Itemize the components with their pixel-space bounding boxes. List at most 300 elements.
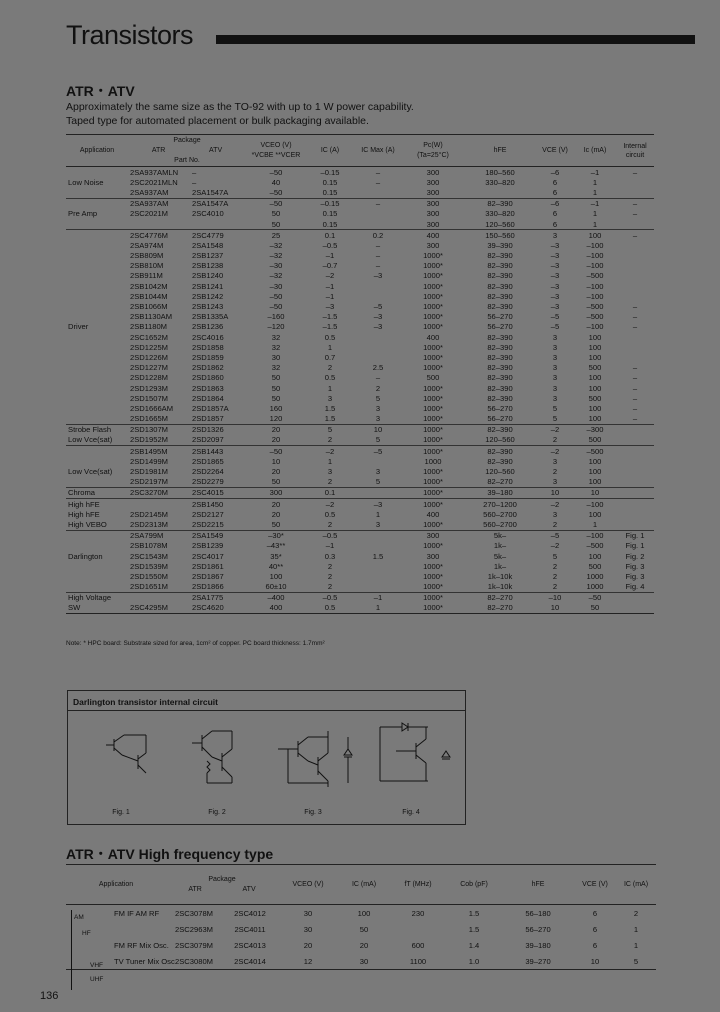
- cell-circ: [616, 342, 654, 352]
- cell-vceo: 20: [246, 499, 306, 510]
- header-ic-ma: Ic (mA): [574, 135, 616, 167]
- cell-atv: 2SB1450: [190, 499, 246, 510]
- cell-vce: 3: [552, 342, 558, 352]
- section2-heading: ATR・ATV High frequency type: [66, 846, 274, 862]
- table-row: [66, 322, 654, 332]
- cell-atv: 2SC4010: [192, 209, 224, 219]
- cell-circ: –: [632, 302, 638, 312]
- cell-icmax: [354, 281, 402, 291]
- cell-vceo: –400: [246, 592, 306, 603]
- cell-vce: 5: [552, 551, 558, 561]
- cell-icmax: –3: [373, 312, 383, 322]
- cell-ic: –0.7: [322, 261, 338, 271]
- cell-app: [66, 393, 128, 403]
- cell-circ: [616, 509, 654, 519]
- cell-app: [66, 561, 128, 571]
- cell-circ: [616, 435, 654, 446]
- cell-vce: 3: [552, 477, 558, 487]
- cell-hfe: 1k–: [493, 561, 507, 571]
- cell-atr: 2SD2145M: [130, 509, 168, 519]
- cell-ic: 2: [327, 435, 333, 445]
- cell-ic: 2: [327, 477, 333, 487]
- cell-vce: –10: [536, 592, 574, 603]
- cell-vce: 3: [552, 456, 558, 466]
- cell-atv: 2SD1857: [192, 414, 224, 424]
- cell-ima: –100: [586, 291, 604, 301]
- cell-vceo: 20: [271, 467, 281, 477]
- cell-ima: –100: [586, 322, 604, 332]
- cell-vce: –2: [536, 499, 574, 510]
- cell-circ: [616, 592, 654, 603]
- cell-hfe: 82–390: [487, 261, 513, 271]
- hf-cell-ic: 20: [359, 940, 369, 950]
- cell-vce: 3: [552, 352, 558, 362]
- cell-vceo: 20: [246, 424, 306, 435]
- table-row: [66, 499, 654, 510]
- table-row: [66, 953, 656, 970]
- cell-ima: 100: [588, 467, 602, 477]
- cell-ic: –2: [306, 499, 354, 510]
- header-ic-max: IC Max (A): [354, 135, 402, 167]
- cell-app: High hFE: [66, 499, 128, 510]
- cell-atv: 2SB1239: [192, 541, 224, 551]
- hf-cell-atv: 2SC4014: [234, 956, 266, 966]
- cell-hfe: 82–390: [487, 352, 513, 362]
- cell-app: Strobe Flash: [66, 424, 128, 435]
- cell-hfe: [464, 187, 536, 198]
- cell-ima: 100: [588, 456, 602, 466]
- cell-ic: –0.5: [306, 530, 354, 541]
- page-title: Transistors: [66, 20, 194, 50]
- cell-atv: 2SD1858: [192, 342, 224, 352]
- cell-ima: –100: [574, 499, 616, 510]
- hf-header-vce: VCE (V): [574, 865, 616, 905]
- cell-pc: 1000*: [423, 477, 443, 487]
- cell-vceo: –30*: [246, 530, 306, 541]
- hf-cell-ft: 600: [411, 940, 425, 950]
- darlington-title: Darlington transistor internal circuit: [73, 697, 218, 707]
- cell-hfe: 82–390: [487, 393, 513, 403]
- cell-pc: 1000*: [423, 519, 443, 529]
- hf-cell-app: FM RF Mix Osc.: [114, 940, 169, 950]
- cell-atv: 2SA1775: [190, 592, 246, 603]
- cell-circ: Fig. 1: [616, 530, 654, 541]
- cell-hfe: 330–820: [485, 177, 515, 187]
- cell-ima: 1: [592, 219, 598, 229]
- table-row: [66, 424, 654, 435]
- cell-ima: 500: [588, 393, 602, 403]
- cell-vceo: –50: [269, 302, 283, 312]
- table-row: [66, 230, 654, 241]
- cell-atv: 2SB1236: [192, 322, 224, 332]
- fig-1-label: Fig. 1: [112, 809, 130, 816]
- cell-icmax: –: [375, 373, 381, 383]
- cell-icmax: –5: [354, 446, 402, 457]
- cell-hfe: 180–560: [485, 167, 515, 177]
- cell-hfe: 56–270: [487, 414, 513, 424]
- cell-ic: –0.5: [306, 592, 354, 603]
- cell-ima: 100: [588, 373, 602, 383]
- cell-atr: 2SA937AMLN: [130, 167, 179, 177]
- table-row: [66, 198, 654, 209]
- cell-atr: 2SD1226M: [130, 352, 168, 362]
- cell-app: [66, 582, 128, 593]
- cell-app: SW: [68, 603, 81, 613]
- cell-circ: Fig. 3: [625, 561, 645, 571]
- cell-icmax: 3: [375, 414, 381, 424]
- cell-icmax: 3: [375, 467, 381, 477]
- table-row: [66, 383, 654, 393]
- cell-app: [66, 198, 128, 209]
- cell-pc: 1000*: [423, 571, 443, 581]
- cell-app: [66, 301, 128, 311]
- table-row: [66, 446, 654, 457]
- cell-app: High VEBO: [68, 519, 107, 529]
- cell-atr: 2SB1044M: [130, 291, 168, 301]
- cell-atr: 2SD1665M: [130, 414, 168, 424]
- header-vceo: VCEO (V): [260, 141, 292, 149]
- cell-icmax: 2: [375, 383, 381, 393]
- cell-pc: 300: [426, 209, 440, 219]
- section1-heading: ATR・ATV: [66, 83, 135, 99]
- divider: [68, 710, 465, 711]
- cell-atv: 2SC4779: [190, 230, 246, 241]
- cell-pc: 1000*: [423, 435, 443, 445]
- hf-header-cob: Cob (pF): [446, 865, 502, 905]
- cell-icmax: [354, 530, 402, 541]
- cell-atr: 2SC2021M: [130, 209, 168, 219]
- cell-atv: –: [192, 167, 197, 177]
- cell-vceo: –160: [267, 312, 285, 322]
- cell-hfe: 82–270: [487, 603, 513, 613]
- cell-app: [66, 187, 128, 198]
- cell-ic: 3: [327, 393, 333, 403]
- cell-pc: 1000*: [402, 487, 464, 498]
- header-ic: IC (A): [306, 135, 354, 167]
- cell-icmax: –: [375, 240, 381, 250]
- fig-2: [172, 721, 262, 821]
- cell-icmax: [354, 209, 402, 219]
- cell-hfe: 5k–: [464, 530, 536, 541]
- cell-atr: 2SC4776M: [128, 230, 190, 241]
- cell-vce: –3: [550, 271, 560, 281]
- cell-atv: 2SD2127: [192, 509, 224, 519]
- cell-ima: 50: [590, 603, 600, 613]
- hf-cell-atr: 2SC3080M: [175, 956, 213, 966]
- cell-atv: 2SD1862: [192, 363, 224, 373]
- cell-pc: 500: [426, 373, 440, 383]
- atr-atv-spec-table: [66, 134, 654, 614]
- hf-cell-ic2: 5: [633, 956, 639, 966]
- hf-header-ft: fT (MHz): [390, 865, 446, 905]
- cell-ima: 1: [592, 177, 598, 187]
- table-row: [66, 291, 654, 301]
- cell-vceo: 300: [246, 487, 306, 498]
- cell-ic: 0.7: [324, 352, 336, 362]
- cell-app: [66, 342, 128, 352]
- cell-hfe: 82–390: [487, 271, 513, 281]
- table-row: [66, 519, 654, 530]
- cell-pc: 1000*: [423, 541, 443, 551]
- hf-cell-vceo: 20: [303, 940, 313, 950]
- cell-ic: –3: [325, 302, 335, 312]
- cell-atv: 2SD2215: [192, 519, 224, 529]
- header-part-no: Part No.: [174, 156, 200, 164]
- cell-ic: 0.5: [324, 332, 336, 342]
- cell-vce: 2: [552, 519, 558, 529]
- cell-ima: 1: [592, 209, 598, 219]
- cell-atv: 2SD1859: [192, 352, 224, 362]
- hf-cell-ft: [390, 921, 446, 937]
- cell-hfe: 120–560: [485, 219, 515, 229]
- hf-header-atr: ATR: [188, 885, 202, 893]
- cell-circ: [616, 261, 654, 271]
- cell-ima: 100: [588, 403, 602, 413]
- hf-cell-hfe: 56–270: [525, 924, 551, 934]
- frequency-band-indicator: [68, 910, 102, 995]
- cell-atr: 2SB1180M: [130, 322, 168, 332]
- cell-app: [66, 456, 128, 466]
- cell-ima: –500: [574, 446, 616, 457]
- cell-vceo: 400: [269, 603, 283, 613]
- cell-circ: [616, 332, 654, 342]
- cell-ima: 500: [588, 561, 602, 571]
- table-row: [66, 541, 654, 551]
- cell-hfe: 270–1200: [464, 499, 536, 510]
- cell-vce: –6: [536, 198, 574, 209]
- cell-pc: 300: [426, 187, 440, 197]
- cell-circ: –: [632, 209, 638, 219]
- table-row: [66, 530, 654, 541]
- cell-app: Driver: [68, 322, 89, 332]
- cell-hfe: 1k–10k: [487, 582, 513, 592]
- cell-app: [66, 219, 128, 230]
- cell-ic: 0.5: [324, 509, 336, 519]
- table-row: [66, 603, 654, 614]
- cell-ic: –1: [325, 541, 335, 551]
- cell-vceo: 32: [271, 342, 281, 352]
- cell-vceo: –50: [246, 198, 306, 209]
- cell-hfe: 82–390: [487, 291, 513, 301]
- hf-header-ic: IC (mA): [338, 865, 390, 905]
- cell-app: Pre Amp: [68, 209, 98, 219]
- cell-hfe: 82–390: [487, 332, 513, 342]
- cell-atv: 2SC4016: [192, 332, 224, 342]
- cell-circ: [616, 177, 654, 187]
- cell-vce: 2: [552, 435, 558, 445]
- cell-vceo: 50: [271, 219, 281, 229]
- cell-pc: 1000*: [423, 363, 443, 373]
- cell-ic: 0.15: [322, 219, 338, 229]
- cell-vceo: 40**: [268, 561, 284, 571]
- cell-atv: 2SD1860: [192, 373, 224, 383]
- cell-app: High Voltage: [66, 592, 128, 603]
- table-row: [66, 342, 654, 352]
- cell-ima: 500: [588, 435, 602, 445]
- cell-atr: 2SD1539M: [130, 561, 168, 571]
- hf-header-hfe: hFE: [502, 865, 574, 905]
- table-row: [66, 281, 654, 291]
- hf-cell-atv: 2SC4013: [234, 940, 266, 950]
- cell-hfe: 82–390: [487, 251, 513, 261]
- cell-atv: [190, 219, 246, 230]
- cell-pc: 1000*: [423, 414, 443, 424]
- cell-icmax: [354, 342, 402, 352]
- table-row: [66, 921, 656, 937]
- cell-pc: 1000*: [423, 251, 443, 261]
- cell-atr: 2SC1652M: [130, 332, 168, 342]
- cell-pc: 400: [426, 332, 440, 342]
- cell-vceo: –50: [269, 167, 283, 177]
- cell-vceo: 50: [271, 519, 281, 529]
- cell-atv: 2SA1547A: [192, 187, 229, 197]
- band-uhf: UHF: [90, 976, 104, 983]
- cell-icmax: [354, 571, 402, 581]
- cell-atr: 2SC3270M: [128, 487, 190, 498]
- header-package: Package: [173, 136, 201, 144]
- cell-app: [66, 571, 128, 581]
- cell-ima: 100: [588, 414, 602, 424]
- cell-ima: 100: [588, 332, 602, 342]
- cell-circ: [616, 187, 654, 198]
- cell-circ: Fig. 4: [625, 582, 645, 592]
- cell-ima: 100: [588, 551, 602, 561]
- hf-cell-ft: 230: [411, 908, 425, 918]
- cell-app: Low Vce(sat): [68, 435, 113, 445]
- hf-cell-app: TV Tuner Mix Osc.: [114, 956, 177, 966]
- cell-circ: [616, 352, 654, 362]
- cell-pc: 1000*: [423, 403, 443, 413]
- cell-vce: 3: [552, 509, 558, 519]
- cell-vceo: –32: [269, 251, 283, 261]
- hf-cell-cob: 1.0: [468, 956, 480, 966]
- cell-hfe: 82–390: [487, 456, 513, 466]
- cell-icmax: [354, 291, 402, 301]
- cell-icmax: 0.2: [354, 230, 402, 241]
- hf-cell-vceo: 30: [303, 908, 313, 918]
- hf-cell-ic2: 2: [633, 908, 639, 918]
- cell-vce: 6: [552, 187, 558, 197]
- table-row: [66, 456, 654, 466]
- cell-pc: 300: [426, 219, 440, 229]
- cell-circ: [616, 424, 654, 435]
- cell-vce: –5: [550, 322, 560, 332]
- cell-atr: 2SD1499M: [130, 456, 168, 466]
- cell-circ: [616, 446, 654, 457]
- cell-atr: 2SC4295M: [130, 603, 168, 613]
- cell-vceo: –32: [269, 271, 283, 281]
- table-row: [66, 219, 654, 230]
- cell-hfe: 56–270: [487, 322, 513, 332]
- cell-ic: 2: [327, 571, 333, 581]
- cell-atr: 2SD1227M: [130, 363, 168, 373]
- cell-circ: [616, 251, 654, 261]
- hf-cell-cob: 1.5: [468, 908, 480, 918]
- cell-atv: 2SD1861: [192, 561, 224, 571]
- cell-vceo: 60±10: [265, 582, 287, 592]
- cell-ic: 1.5: [324, 414, 336, 424]
- cell-circ: [616, 499, 654, 510]
- cell-vceo: 35*: [270, 551, 282, 561]
- cell-vceo: 50: [271, 477, 281, 487]
- cell-circ: Fig. 3: [625, 571, 645, 581]
- cell-hfe: 560–2700: [483, 519, 517, 529]
- cell-ic: 0.15: [322, 187, 338, 197]
- cell-ima: 500: [588, 363, 602, 373]
- cell-icmax: 1: [375, 603, 381, 613]
- cell-atr: [128, 219, 190, 230]
- cell-hfe: 150–560: [464, 230, 536, 241]
- cell-pc: 1000*: [423, 271, 443, 281]
- cell-ic: –0.15: [306, 198, 354, 209]
- table-row: [66, 466, 654, 476]
- cell-hfe: 82–390: [464, 424, 536, 435]
- cell-ima: –100: [586, 281, 604, 291]
- cell-ic: –2: [306, 446, 354, 457]
- cell-circ: [616, 466, 654, 476]
- cell-app: [66, 403, 128, 413]
- cell-icmax: [354, 219, 402, 230]
- desc-line: Approximately the same size as the TO-92 with up to 1 W power capability.: [66, 101, 414, 113]
- cell-app: Darlington: [68, 551, 103, 561]
- cell-pc: 300: [426, 167, 440, 177]
- cell-vce: –2: [536, 424, 574, 435]
- cell-app: [66, 281, 128, 291]
- cell-hfe: 56–270: [487, 312, 513, 322]
- cell-circ: –: [632, 167, 638, 177]
- table-row: [66, 312, 654, 322]
- cell-ima: 100: [588, 383, 602, 393]
- cell-circ: –: [632, 312, 638, 322]
- cell-pc: 300: [426, 240, 440, 250]
- table-row: [66, 509, 654, 519]
- cell-icmax: –: [354, 198, 402, 209]
- cell-pc: 1000*: [402, 592, 464, 603]
- cell-vceo: 25: [246, 230, 306, 241]
- cell-pc: 1000*: [402, 424, 464, 435]
- hf-cell-hfe: 39–270: [525, 956, 551, 966]
- cell-ima: –500: [586, 541, 604, 551]
- cell-ima: –300: [574, 424, 616, 435]
- table-row: [66, 271, 654, 281]
- cell-app: [66, 332, 128, 342]
- hf-cell-vce: 6: [592, 924, 598, 934]
- cell-icmax: 3: [375, 403, 381, 413]
- hf-cell-atr: 2SC2963M: [175, 924, 213, 934]
- hf-cell-vceo: 30: [303, 924, 313, 934]
- cell-circ: [616, 487, 654, 498]
- cell-vceo: –120: [267, 322, 285, 332]
- cell-icmax: [354, 332, 402, 342]
- cell-circ: Fig. 2: [625, 551, 645, 561]
- header-vce: VCE (V): [536, 135, 574, 167]
- footnote: Note: * HPC board: Substrate sized for area, 1cm² of copper. PC board thickness: 1.7mm²: [66, 640, 325, 647]
- cell-vce: –3: [550, 302, 560, 312]
- cell-pc: 1000*: [423, 342, 443, 352]
- hf-cell-ic2: 1: [633, 924, 639, 934]
- cell-atv: 2SB1241: [192, 281, 224, 291]
- cell-ima: 10: [574, 487, 616, 498]
- cell-atr: 2SD1666AM: [130, 403, 174, 413]
- cell-hfe: 82–390: [487, 302, 513, 312]
- table-row: [66, 332, 654, 342]
- cell-atv: 2SD1865: [192, 456, 224, 466]
- cell-app: [66, 251, 128, 261]
- header-application: Application: [66, 135, 128, 167]
- cell-ic: –1: [325, 251, 335, 261]
- cell-pc: 1000*: [423, 302, 443, 312]
- cell-vceo: 32: [271, 332, 281, 342]
